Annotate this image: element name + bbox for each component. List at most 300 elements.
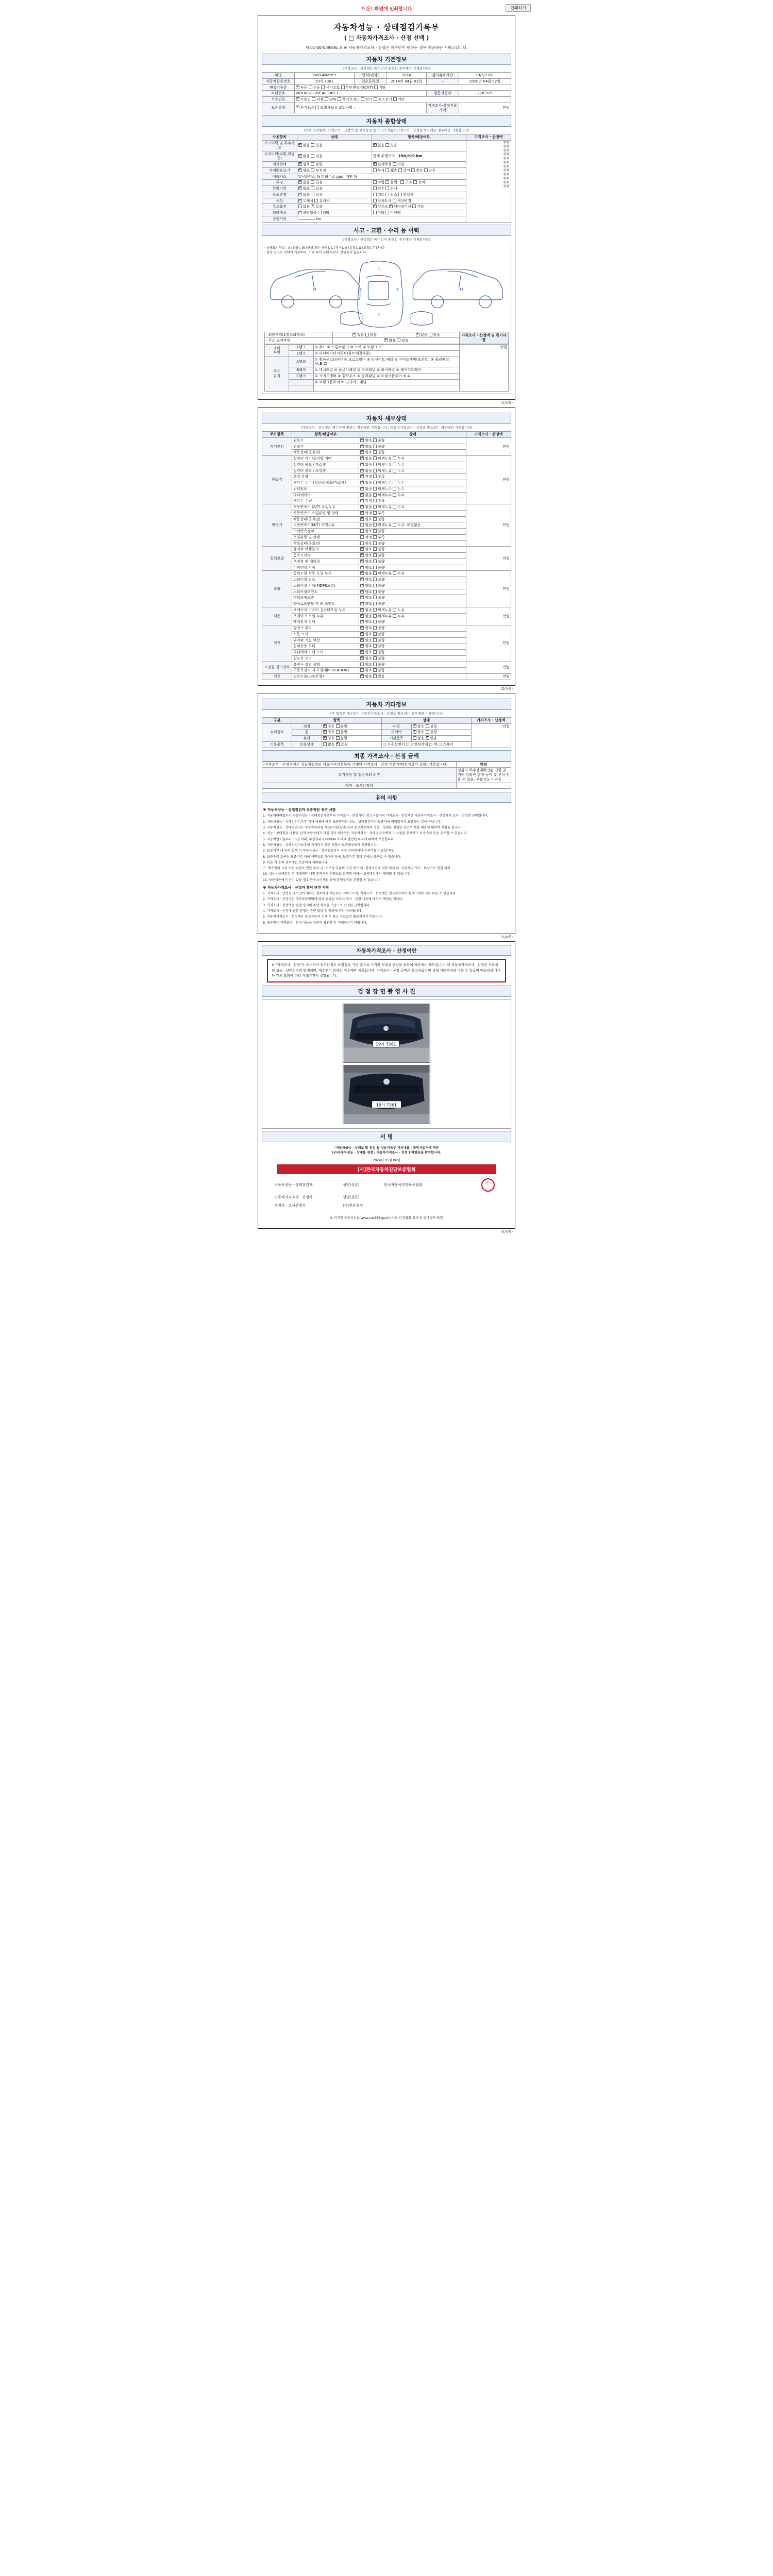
checkbox-micro-leak[interactable] (373, 487, 377, 490)
state-cell[interactable]: ✔ 적정 부족 (359, 474, 466, 480)
checkbox-hydrogen[interactable] (374, 97, 377, 101)
checkbox-special-yes[interactable] (311, 187, 314, 190)
checkbox-vin-bad[interactable] (311, 168, 314, 172)
row-detail[interactable]: ✔ 선루프 ✔내비게이션 기타 (372, 204, 466, 210)
checkbox-diff[interactable] (398, 168, 402, 172)
notice-item: 2. 가격조사 · 산정자는 자동차관리법에 따라 등록된 자로서 조사 · 산정 내용에 대하여 책임을 집니다. (263, 897, 404, 902)
checkbox-none[interactable] (360, 456, 364, 460)
checkbox-bad[interactable] (373, 529, 377, 533)
checkbox-leak[interactable] (393, 481, 396, 484)
accident-price-header: 가격조사 · 산정액 및 특기사항 (460, 332, 509, 344)
checkbox-bad[interactable] (373, 450, 377, 454)
checkbox-electric[interactable] (361, 97, 364, 101)
checkbox-bad[interactable] (373, 650, 377, 654)
checkbox-inner-yes[interactable] (429, 333, 432, 336)
sig-role: 자동차가격조사 · 산정자 (274, 1195, 313, 1199)
checkbox-micro-leak[interactable] (373, 493, 377, 497)
row-detail[interactable]: 부식 훼손 상이 변조 타공 (372, 167, 466, 174)
checkbox-inner-yes-2[interactable] (397, 338, 400, 342)
checkbox-leak[interactable] (393, 456, 396, 460)
checkbox-yes[interactable] (311, 154, 314, 158)
checkbox-good[interactable] (360, 541, 364, 545)
checkbox-self-warranty[interactable] (296, 106, 299, 109)
state-cell[interactable]: ✔ 없음 미세누유 누유 (359, 571, 466, 577)
checkbox-none[interactable] (360, 463, 364, 466)
state-cell[interactable]: ✔ 없음 미세누수 누수 (359, 486, 466, 492)
checkbox-lack[interactable] (373, 511, 377, 515)
checkbox-none[interactable] (360, 487, 364, 490)
checkbox-use-none[interactable] (298, 193, 302, 196)
checkbox-none[interactable] (360, 523, 364, 527)
state-glass[interactable]: ✔ 양호 불량 (322, 736, 381, 742)
checkbox-none[interactable] (360, 608, 364, 612)
sub-item: 등속조인트 (292, 553, 359, 559)
front-plate-text: 19가 7361 (375, 1042, 397, 1047)
page-1 (258, 15, 515, 405)
checkbox-good[interactable] (360, 445, 364, 448)
checkbox-yes[interactable] (426, 736, 429, 740)
state-cell[interactable]: ✔ 양호 불량 (359, 577, 466, 583)
checkbox-structure[interactable] (400, 180, 404, 184)
price-cell: 만원 (466, 571, 511, 607)
checkbox-diesel[interactable] (312, 97, 315, 101)
checkbox-bad[interactable] (373, 517, 377, 521)
checkbox-good[interactable] (298, 162, 302, 166)
checkbox-bad[interactable] (426, 730, 429, 734)
row-state[interactable]: 없음 ✔있음 (297, 204, 372, 210)
checkbox-micro-leak[interactable] (373, 469, 377, 472)
price-1: 만원 (503, 141, 510, 145)
basis-value (456, 783, 511, 789)
row-state[interactable]: ✔ 없음 있음 (297, 192, 372, 198)
checkbox-none[interactable] (360, 469, 364, 472)
checkbox-good[interactable] (360, 644, 364, 648)
state-cell[interactable]: ✔ 양호 불량 (359, 437, 466, 444)
checkbox-leak[interactable] (393, 523, 396, 527)
checkbox-none[interactable] (360, 493, 364, 497)
checkbox-bad[interactable] (426, 724, 429, 728)
checkbox-bad[interactable] (373, 656, 377, 660)
checkbox-good[interactable] (360, 668, 364, 672)
checkbox-commercial[interactable] (398, 193, 402, 196)
checkbox-micro-leak[interactable] (373, 456, 377, 460)
state-cell[interactable]: 양호 불량 (359, 668, 466, 674)
vin-value: WDDUG8FB9EA039673 (294, 91, 426, 97)
checkbox-lack[interactable] (373, 474, 377, 478)
checkbox-bad[interactable] (373, 553, 377, 557)
checkbox-good[interactable] (360, 638, 364, 642)
checkbox-bad[interactable] (373, 438, 377, 442)
state-cell[interactable]: ✔ 양호 불량 (359, 655, 466, 662)
state-wheel[interactable]: ✔ 양호 불량 (322, 730, 381, 736)
row-label: 배출가스 (262, 174, 297, 180)
checkbox-good[interactable] (360, 547, 364, 551)
checkbox-lease[interactable] (385, 193, 389, 196)
checkbox-lack[interactable] (373, 499, 377, 502)
row-state[interactable]: ✔ 없음 있음 (297, 180, 372, 186)
state-cell[interactable]: 적정 부족 (359, 534, 466, 540)
state-cell[interactable]: ✔ 양호 불량 (359, 625, 466, 632)
checkbox-manual[interactable] (309, 86, 312, 89)
checkbox-bad[interactable] (373, 668, 377, 672)
checkbox-good[interactable] (360, 517, 364, 521)
table-row (262, 768, 511, 783)
checkbox-good[interactable] (360, 663, 364, 666)
checkbox-leak[interactable] (393, 505, 396, 509)
sub-item: 작동상태(공회전) (292, 516, 359, 522)
mileage-input[interactable] (298, 219, 315, 220)
checkbox-good[interactable] (360, 529, 364, 533)
checkbox-bad[interactable] (373, 547, 377, 551)
checkbox-good[interactable] (413, 730, 416, 734)
checkbox-good[interactable] (360, 584, 364, 587)
cell-label: 검사유효기간 (426, 73, 459, 79)
section-overall-note: (주요 표시항목, 가격조사 · 산정액 및 제시상당 플러스와 자동차가격조사 · 산정을 받으려는 경우에만 기재합니다) (304, 128, 469, 133)
sub-item: 변속기 (292, 444, 359, 450)
state-cell[interactable]: 양호 불량 (359, 662, 466, 668)
checkbox-good[interactable] (360, 626, 364, 630)
state-cell[interactable]: ✔ 양호 불량 (359, 558, 466, 565)
checkbox-opt-none[interactable] (298, 205, 302, 208)
checkbox-recall-done[interactable] (373, 211, 377, 214)
state-cell[interactable]: 없음 미세누유 누유 해당없음 (359, 522, 466, 529)
checkbox-good[interactable] (323, 730, 327, 734)
state-possession[interactable]: 없음 ✔있음 (322, 741, 381, 748)
inner-panel-options-2[interactable]: ✔ 없음 있음 (333, 338, 460, 344)
checkbox-good[interactable] (360, 650, 364, 654)
price-cell: 만원 (466, 456, 511, 504)
sub-item: 스티어링 기어(MDPS포함) (292, 583, 359, 589)
checkbox-none[interactable] (298, 154, 302, 158)
checkbox-damage[interactable] (385, 168, 389, 172)
inner-panel-options[interactable]: ✔ 없음 있음 (396, 332, 460, 338)
checkbox-lack[interactable] (373, 535, 377, 539)
row-state[interactable]: ✔없음 있음 (297, 141, 372, 151)
cell-value: S500 4Matic L (294, 73, 354, 79)
state-cell[interactable]: ✔ 양호 불량 (359, 637, 466, 643)
row-label: 주요옵션 (262, 204, 297, 210)
state-cell[interactable]: ✔ 양호 불량 (359, 589, 466, 595)
checkbox-doubt[interactable] (393, 162, 396, 166)
checkbox-etc[interactable] (374, 86, 378, 89)
state-cell[interactable]: ✔ 양호 불량 (359, 583, 466, 589)
checkbox-none[interactable] (360, 481, 364, 484)
sub-item: 동력조향 작동 오일 누유 (292, 571, 359, 577)
checkbox-flood[interactable] (373, 187, 377, 190)
state-exterior[interactable]: ✔ 양호 불량 (322, 723, 381, 730)
checkbox-proper[interactable] (360, 535, 364, 539)
checkbox-micro-leak[interactable] (373, 614, 377, 618)
checkbox-good[interactable] (323, 736, 327, 740)
state-interior[interactable]: ✔ 양호 불량 (411, 723, 471, 730)
checkbox-none[interactable] (360, 614, 364, 618)
checkbox-bad[interactable] (311, 162, 314, 166)
checkbox-leak[interactable] (393, 571, 396, 575)
checkbox-bad[interactable] (373, 602, 377, 605)
state-cell[interactable]: ✔ 양호 불량 (359, 565, 466, 571)
checkbox-none[interactable] (323, 742, 327, 746)
sub-item: 와이퍼 기능 이상 (292, 637, 359, 643)
row-detail[interactable]: ✔ 실제주행 의심 (372, 162, 466, 168)
notice-item: 1. 자동차매매업자가 자동차성능 · 상태점검자로부터 가격조사 · 산정 받은 중고자동차의 가격조사 · 산정액은 자동차가격조사 · 산정자가 조사 · 산정한 금액입니다. (263, 814, 489, 818)
checkbox-good[interactable] (360, 632, 364, 636)
checkbox-sunroof[interactable] (373, 205, 377, 208)
checkbox-use-yes[interactable] (311, 193, 314, 196)
page-2 (258, 407, 515, 691)
checkbox-opt-yes[interactable] (311, 205, 314, 208)
checkbox-corrosion[interactable] (373, 168, 377, 172)
checkbox-device[interactable] (413, 180, 417, 184)
group-electric: 전기 (262, 625, 292, 662)
notice-item: 6. 매수인은 가격조사 · 산정 내용을 충분히 확인한 후 거래하시기 바랍니다. (263, 921, 367, 925)
checkbox-none[interactable] (413, 736, 416, 740)
state-cell[interactable]: ✔ 없음 미세누유 누유 (359, 456, 466, 462)
state-cell[interactable]: ✔ 양호 불량 (359, 553, 466, 559)
checkbox-recall-yes[interactable] (318, 211, 322, 214)
state-cell[interactable]: ✔ 없음 미세누유 누유 (359, 462, 466, 468)
checkbox-outer-none[interactable] (352, 333, 356, 336)
checkbox-bad[interactable] (336, 730, 340, 734)
checkbox-proper[interactable] (360, 499, 364, 502)
checkbox-tuning-none[interactable] (298, 180, 302, 184)
checkbox-good[interactable] (360, 438, 364, 442)
fuel-options[interactable]: ✔ 가솔린 디젤 LPG 하이브리드 전기 수소전기 기타 (294, 97, 511, 103)
checkbox-bad[interactable] (373, 566, 377, 569)
state-cell[interactable]: ✔ 양호 불량 (359, 444, 466, 450)
checkbox-none[interactable] (298, 143, 302, 147)
checkbox-special-none[interactable] (298, 187, 302, 190)
checkbox-micro-leak[interactable] (373, 608, 377, 612)
print-button[interactable]: 인쇄하기 (506, 4, 531, 12)
checkbox-micro-leak[interactable] (373, 523, 377, 527)
checkbox-hybrid[interactable] (338, 97, 341, 101)
checkbox-achromatic[interactable] (298, 199, 302, 202)
checkbox-good[interactable] (360, 566, 364, 569)
checkbox-good[interactable] (360, 560, 364, 563)
row-state[interactable]: ✔없음 있음 (297, 151, 372, 162)
checkbox-good[interactable] (360, 602, 364, 605)
row-state[interactable]: ✔ 양호 부적정 (297, 167, 372, 174)
checkbox-punch[interactable] (424, 168, 428, 172)
price-cell: 만원 (466, 547, 511, 571)
outer-panel-options[interactable]: ✔ 없음 있음 (333, 332, 396, 338)
rank-label-empty (289, 385, 313, 392)
sub-item: 브레이크 오일 누유 (292, 613, 359, 619)
sub-item: 실린더 커버/로커암 커버 (292, 456, 359, 462)
checkbox-none[interactable] (360, 674, 364, 678)
svg-text:M: M (460, 287, 463, 292)
checkbox-legal[interactable] (373, 180, 377, 184)
row-state[interactable]: ✔ 없음 있음 (297, 186, 372, 192)
checkbox-gasoline[interactable] (296, 97, 299, 101)
checkbox-leak[interactable] (393, 463, 396, 466)
checkbox-chromatic[interactable] (314, 199, 318, 202)
checkbox-leak[interactable] (393, 614, 396, 618)
checkbox-micro-leak[interactable] (373, 505, 377, 509)
checkbox-colorchange[interactable] (393, 199, 396, 202)
checkbox-good[interactable] (360, 450, 364, 454)
row-label: 튜닝 (262, 180, 297, 186)
col-state: 상태 (359, 432, 466, 438)
checkbox-good[interactable] (360, 620, 364, 623)
checkbox-yes[interactable] (311, 143, 314, 147)
checkbox-bad[interactable] (336, 736, 340, 740)
state-cell[interactable]: ✔ 적정 부족 (359, 510, 466, 516)
notice-head-2: ※ 자동차가격조사 · 산정자 책임 관련 사항 (263, 886, 329, 890)
signature-area (262, 1142, 511, 1223)
state-cell[interactable]: ✔ 양호 불량 (359, 450, 466, 456)
checkbox-vin-good[interactable] (298, 168, 302, 172)
state-cell[interactable]: ✔ 없음 미세누수 누수 (359, 480, 466, 486)
checkbox-cvt[interactable] (341, 86, 345, 89)
state-cell[interactable]: ✔ 적정 부족 (359, 498, 466, 504)
checkbox-recall-not[interactable] (385, 211, 389, 214)
checkbox-lpg[interactable] (325, 97, 328, 101)
checkbox-bad[interactable] (373, 626, 377, 630)
row-detail[interactable]: 침수 화재 (372, 186, 466, 192)
checkbox-mod[interactable] (411, 168, 415, 172)
group-steering: 조향 (262, 571, 292, 607)
table-row (262, 607, 511, 613)
checkbox-real-mileage[interactable] (373, 162, 377, 166)
checkbox-bad[interactable] (373, 663, 377, 666)
warranty-options[interactable]: ✔ 자기보증 보험사보증 보험사명 : (294, 103, 426, 113)
checkbox-good[interactable] (360, 656, 364, 660)
rank-items: ① 사이드멤버 ② 휠하우스 ③ 필러패널 ④ 트렁크플로어 ⑤ A (313, 373, 460, 379)
checkbox-good[interactable] (413, 724, 416, 728)
row-detail[interactable]: ✔ 없음 있음 (372, 141, 466, 151)
checkbox-auto[interactable] (296, 86, 299, 89)
checkbox-repaint[interactable] (373, 199, 377, 202)
checkbox-leak[interactable] (393, 469, 396, 472)
col-item: 항목 (292, 717, 381, 723)
checkbox-navigation[interactable] (389, 205, 393, 208)
checkbox-bad[interactable] (336, 724, 340, 728)
checkbox-tuning-yes[interactable] (311, 180, 314, 184)
checkbox-outer-yes[interactable] (365, 333, 369, 336)
checkbox-proper[interactable] (360, 511, 364, 515)
checkbox-inner-none-2[interactable] (384, 338, 388, 342)
checkbox-bad[interactable] (373, 590, 377, 594)
checkbox-micro-leak[interactable] (373, 571, 377, 575)
row-state[interactable]: ✔ 해당없음 해당 (297, 210, 372, 216)
checkbox-good[interactable] (360, 596, 364, 599)
checkbox-yes-2[interactable] (385, 143, 389, 147)
checkbox-bad[interactable] (373, 560, 377, 563)
checkbox-micro-leak[interactable] (373, 481, 377, 484)
state-tire[interactable]: ✔ 양호 불량 (411, 730, 471, 736)
checkbox-bad[interactable] (373, 541, 377, 545)
checkbox-none[interactable] (360, 505, 364, 509)
checkbox-inner-none[interactable] (416, 333, 419, 336)
checkbox-good[interactable] (323, 724, 327, 728)
row-detail[interactable]: 렌트 리스 영업용 (372, 192, 466, 198)
checkbox-good[interactable] (360, 590, 364, 594)
state-cell[interactable]: ✔ 양호 불량 (359, 547, 466, 553)
checkbox-proper[interactable] (360, 474, 364, 478)
row-detail[interactable]: 이행 미이행 (372, 210, 466, 216)
state-cell[interactable]: ✔ 양호 불량 (359, 619, 466, 625)
price-survey-title: 자동차가격조사 · 산정이란 (262, 945, 511, 956)
checkbox-bad[interactable] (373, 584, 377, 587)
sig-stamp-cell-2 (473, 1194, 500, 1201)
checkbox-bad[interactable] (373, 632, 377, 636)
state-cell[interactable]: ✔ 양호 불량 (359, 595, 466, 601)
checkbox-micro-leak[interactable] (373, 463, 377, 466)
checkbox-bad[interactable] (373, 445, 377, 448)
checkbox-bad[interactable] (373, 620, 377, 623)
checkbox-fuel-etc[interactable] (393, 97, 397, 101)
cell-label: 최초등록일 (354, 78, 386, 84)
sub-item: 윈도우 모터 (292, 655, 359, 662)
checkbox-bad[interactable] (373, 578, 377, 581)
state-cell[interactable]: 양호 불량 (359, 529, 466, 535)
checkbox-none[interactable] (360, 571, 364, 575)
row-state[interactable]: ✔ 무채색 유채색 (297, 198, 372, 204)
state-cell[interactable]: ✔ 없음 미세누유 누유 (359, 607, 466, 613)
price-survey-explain: ※ "가격조사 · 산정"은 소비자가 원하는경우 독점정보 기준 중고차 가격의 적정성 판단을 위하여 제공하는 제도입니다. 이 자동차가격조사 · 산정은 자동차의 성능 · 상태점검과 별개이며, 매수인이 원하는 경우에만 제공됩니다. 가격조사 · 산정 금액은 참고자료이며 실제 거래가격과 다를 수 있으며 매도인과 매수인 간의 합의에 따라 거래가격이 결정됩니다. (267, 959, 506, 982)
row-detail[interactable]: 전체도색 색상변경 (372, 198, 466, 204)
state-cell[interactable]: ✔ 없음 미세누유 누유 (359, 504, 466, 511)
checkbox-yes[interactable] (336, 742, 340, 746)
cell-label: 보증유형 (262, 103, 295, 113)
checkbox-rent[interactable] (373, 193, 377, 196)
state-cell[interactable]: ✔ 양호 불량 (359, 643, 466, 650)
document-root (0, 0, 773, 1234)
state-cell[interactable]: 양호 불량 (359, 540, 466, 547)
checkbox-semiauto[interactable] (321, 86, 325, 89)
sub-item: 파워크랭크축 (292, 595, 359, 601)
state-cell[interactable]: ✔ 양호 불량 (359, 601, 466, 607)
checkbox-good[interactable] (360, 578, 364, 581)
state-cell[interactable]: ✔ 없음 미세누유 누유 (359, 468, 466, 474)
state-cell[interactable]: ✔ 없음 있음 (359, 674, 466, 680)
cell-label: 차명 (262, 73, 295, 79)
checkbox-none-2[interactable] (373, 143, 377, 147)
state-cell[interactable]: ✔ 양호 불량 (359, 631, 466, 637)
checkbox-fire[interactable] (385, 187, 389, 190)
checkbox-bad[interactable] (373, 638, 377, 642)
photo-section-title: 검 점 장 면 촬 영 사 진 (262, 986, 511, 997)
checkbox-good[interactable] (360, 553, 364, 557)
row-detail[interactable]: 적법 불법 구조 장치 (372, 180, 466, 186)
price-cell: 만원 (466, 625, 511, 662)
checkbox-leak[interactable] (393, 493, 396, 497)
checkbox-bad[interactable] (373, 644, 377, 648)
checkbox-opt-etc[interactable] (412, 205, 416, 208)
sub-item: 시동 모터 (292, 631, 359, 637)
state-basic[interactable]: 없음 ✔있음 (411, 736, 471, 742)
checkbox-yes[interactable] (373, 674, 377, 678)
section-detail-title: 자동차 세부상태 (262, 413, 511, 424)
notice-item: 2. 자동차성능 · 상태점검기록부 기재 내용에 따른 보증범위는 성능 · 상태점검자가 보증하며 매매업자가 보증하는 것이 아닙니다. (263, 820, 442, 824)
checkbox-insurer-warranty[interactable] (315, 106, 319, 109)
checkbox-recall-na[interactable] (298, 211, 302, 214)
state-cell[interactable]: ✔ 양호 불량 (359, 516, 466, 522)
sub-item: 라디에이터 팬 모터 (292, 650, 359, 656)
state-cell[interactable]: ✔ 없음 미세누수 누수 (359, 492, 466, 498)
checkbox-leak[interactable] (393, 487, 396, 490)
checkbox-leak[interactable] (393, 608, 396, 612)
checkbox-illegal[interactable] (385, 180, 389, 184)
state-cell[interactable]: ✔ 양호 불량 (359, 650, 466, 656)
row-state[interactable]: ✔ 양호 불량 (297, 162, 372, 168)
transmission-options[interactable]: ✔ 자동 수동 세미오토 무단변속기(CVT) 기타 (294, 84, 511, 91)
notice-item: 10. 성능 · 상태점검 후 매매계약 체결 전까지의 운행으로 발생한 하자는 보증대상에서 제외될 수 있습니다. (263, 872, 411, 876)
checkbox-bad[interactable] (373, 596, 377, 599)
table-row (262, 437, 511, 444)
state-cell[interactable]: ✔ 없음 미세누유 누유 (359, 613, 466, 619)
